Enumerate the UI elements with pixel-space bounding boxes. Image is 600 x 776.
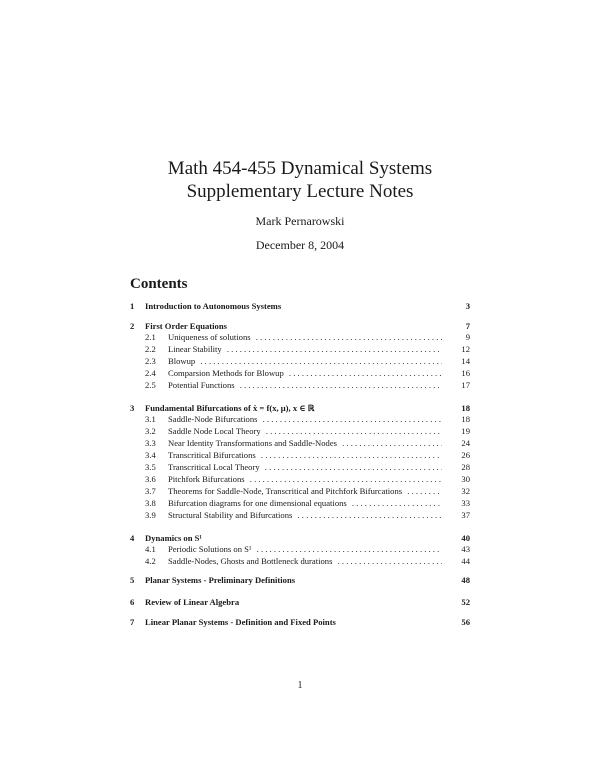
toc-number: 3.5 (145, 462, 156, 472)
toc-page: 18 (461, 414, 470, 424)
toc-subsection[interactable] (130, 449, 470, 461)
toc-number: 4.2 (145, 556, 156, 566)
toc-subsection[interactable] (130, 425, 470, 437)
toc-page: 16 (461, 368, 470, 378)
toc-title: Bifurcation diagrams for one dimensional equations (168, 498, 350, 508)
toc-subsection[interactable] (130, 485, 470, 497)
toc-number: 3.3 (145, 438, 156, 448)
toc-page: 9 (465, 332, 470, 342)
toc-number: 4 (130, 533, 135, 543)
toc-subsection[interactable] (130, 437, 470, 449)
toc-subsection[interactable] (130, 331, 470, 343)
toc-number: 3.4 (145, 450, 156, 460)
toc-number: 2.4 (145, 368, 156, 378)
toc-title: Comparsion Methods for Blowup (168, 368, 287, 378)
toc-number: 3.8 (145, 498, 156, 508)
toc-section[interactable] (130, 300, 470, 312)
toc-number: 1 (130, 301, 135, 311)
toc-title: Fundamental Bifurcations of ẋ = f(x, μ), x ∈ ℝ (145, 403, 315, 413)
toc-subsection[interactable] (130, 543, 470, 555)
toc-page: 43 (461, 544, 470, 554)
toc-section[interactable] (130, 574, 470, 586)
toc-page: 28 (461, 462, 470, 472)
toc-number: 3.2 (145, 426, 156, 436)
toc-page: 14 (461, 356, 470, 366)
toc-number: 6 (130, 597, 135, 607)
date: December 8, 2004 (255, 238, 345, 252)
toc-subsection[interactable] (130, 367, 470, 379)
toc-title: Introduction to Autonomous Systems (145, 301, 282, 311)
toc-title: Transcritical Bifurcations (168, 450, 259, 460)
toc-title: Uniqueness of solutions (168, 332, 254, 342)
toc-page: 33 (461, 498, 470, 508)
toc-number: 3.9 (145, 510, 156, 520)
page-number: 1 (297, 680, 303, 691)
toc-title: Planar Systems - Preliminary Definitions (145, 575, 296, 585)
toc-number: 3 (130, 403, 135, 413)
toc-title: Pitchfork Bifurcations (168, 474, 248, 484)
toc-number: 3.7 (145, 486, 156, 496)
toc-subsection[interactable] (130, 461, 470, 473)
toc-title: Theorems for Saddle-Node, Transcritical and Pitchfork Bifurcations (168, 486, 405, 496)
toc-page: 37 (461, 510, 470, 520)
toc-title: Linear Stability (168, 344, 225, 354)
toc-number: 2.1 (145, 332, 156, 342)
toc-number: 3.6 (145, 474, 156, 484)
toc-page: 3 (465, 301, 470, 311)
toc-subsection[interactable] (130, 555, 470, 567)
toc-subsection[interactable] (130, 497, 470, 509)
toc-number: 5 (130, 575, 135, 585)
toc-title: Review of Linear Algebra (145, 597, 240, 607)
toc-section[interactable] (130, 616, 470, 628)
title-line-1: Math 454-455 Dynamical Systems (167, 158, 433, 179)
toc-subsection[interactable] (130, 343, 470, 355)
toc-title: Transcritical Local Theory (168, 462, 263, 472)
toc-page: 52 (461, 597, 470, 607)
toc-title: Periodic Solutions on S¹ (168, 544, 255, 554)
toc-page: 48 (461, 575, 470, 585)
toc-title: Blowup (168, 356, 198, 366)
toc-title: Saddle Node Local Theory (168, 426, 264, 436)
toc-page: 7 (465, 321, 470, 331)
toc-page: 26 (461, 450, 470, 460)
toc-subsection[interactable] (130, 473, 470, 485)
toc-number: 2 (130, 321, 135, 331)
toc-page: 17 (461, 380, 470, 390)
toc-number: 4.1 (145, 544, 156, 554)
toc-title: Saddle-Node Bifurcations (168, 414, 261, 424)
toc-number: 7 (130, 617, 135, 627)
toc-subsection[interactable] (130, 379, 470, 391)
toc-page: 56 (461, 617, 470, 627)
toc-page: 40 (461, 533, 470, 543)
toc-subsection[interactable] (130, 355, 470, 367)
toc-page: 30 (461, 474, 470, 484)
toc-title: Linear Planar Systems - Definition and Fixed Points (145, 617, 336, 627)
toc-page: 24 (461, 438, 470, 448)
toc-title: Near Identity Transformations and Saddle-Nodes (168, 438, 340, 448)
toc-title: Structural Stability and Bifurcations (168, 510, 295, 520)
toc-number: 3.1 (145, 414, 156, 424)
toc-subsection[interactable] (130, 413, 470, 425)
toc-page: 44 (461, 556, 470, 566)
toc-title: First Order Equations (145, 321, 227, 331)
toc-subsection[interactable] (130, 509, 470, 521)
toc-page: 32 (461, 486, 470, 496)
toc-section[interactable] (130, 596, 470, 608)
author: Mark Pernarowski (255, 214, 345, 228)
toc-page: 12 (461, 344, 470, 354)
toc-page: 19 (461, 426, 470, 436)
toc-title: Dynamics on S¹ (145, 533, 203, 543)
title-line-2: Supplementary Lecture Notes (186, 181, 414, 202)
toc-number: 2.3 (145, 356, 156, 366)
toc-page: 18 (461, 403, 470, 413)
toc-title: Saddle-Nodes, Ghosts and Bottleneck durations (168, 556, 335, 566)
toc-number: 2.5 (145, 380, 156, 390)
toc-title: Potential Functions (168, 380, 238, 390)
toc-number: 2.2 (145, 344, 156, 354)
contents-heading: Contents (130, 276, 188, 292)
